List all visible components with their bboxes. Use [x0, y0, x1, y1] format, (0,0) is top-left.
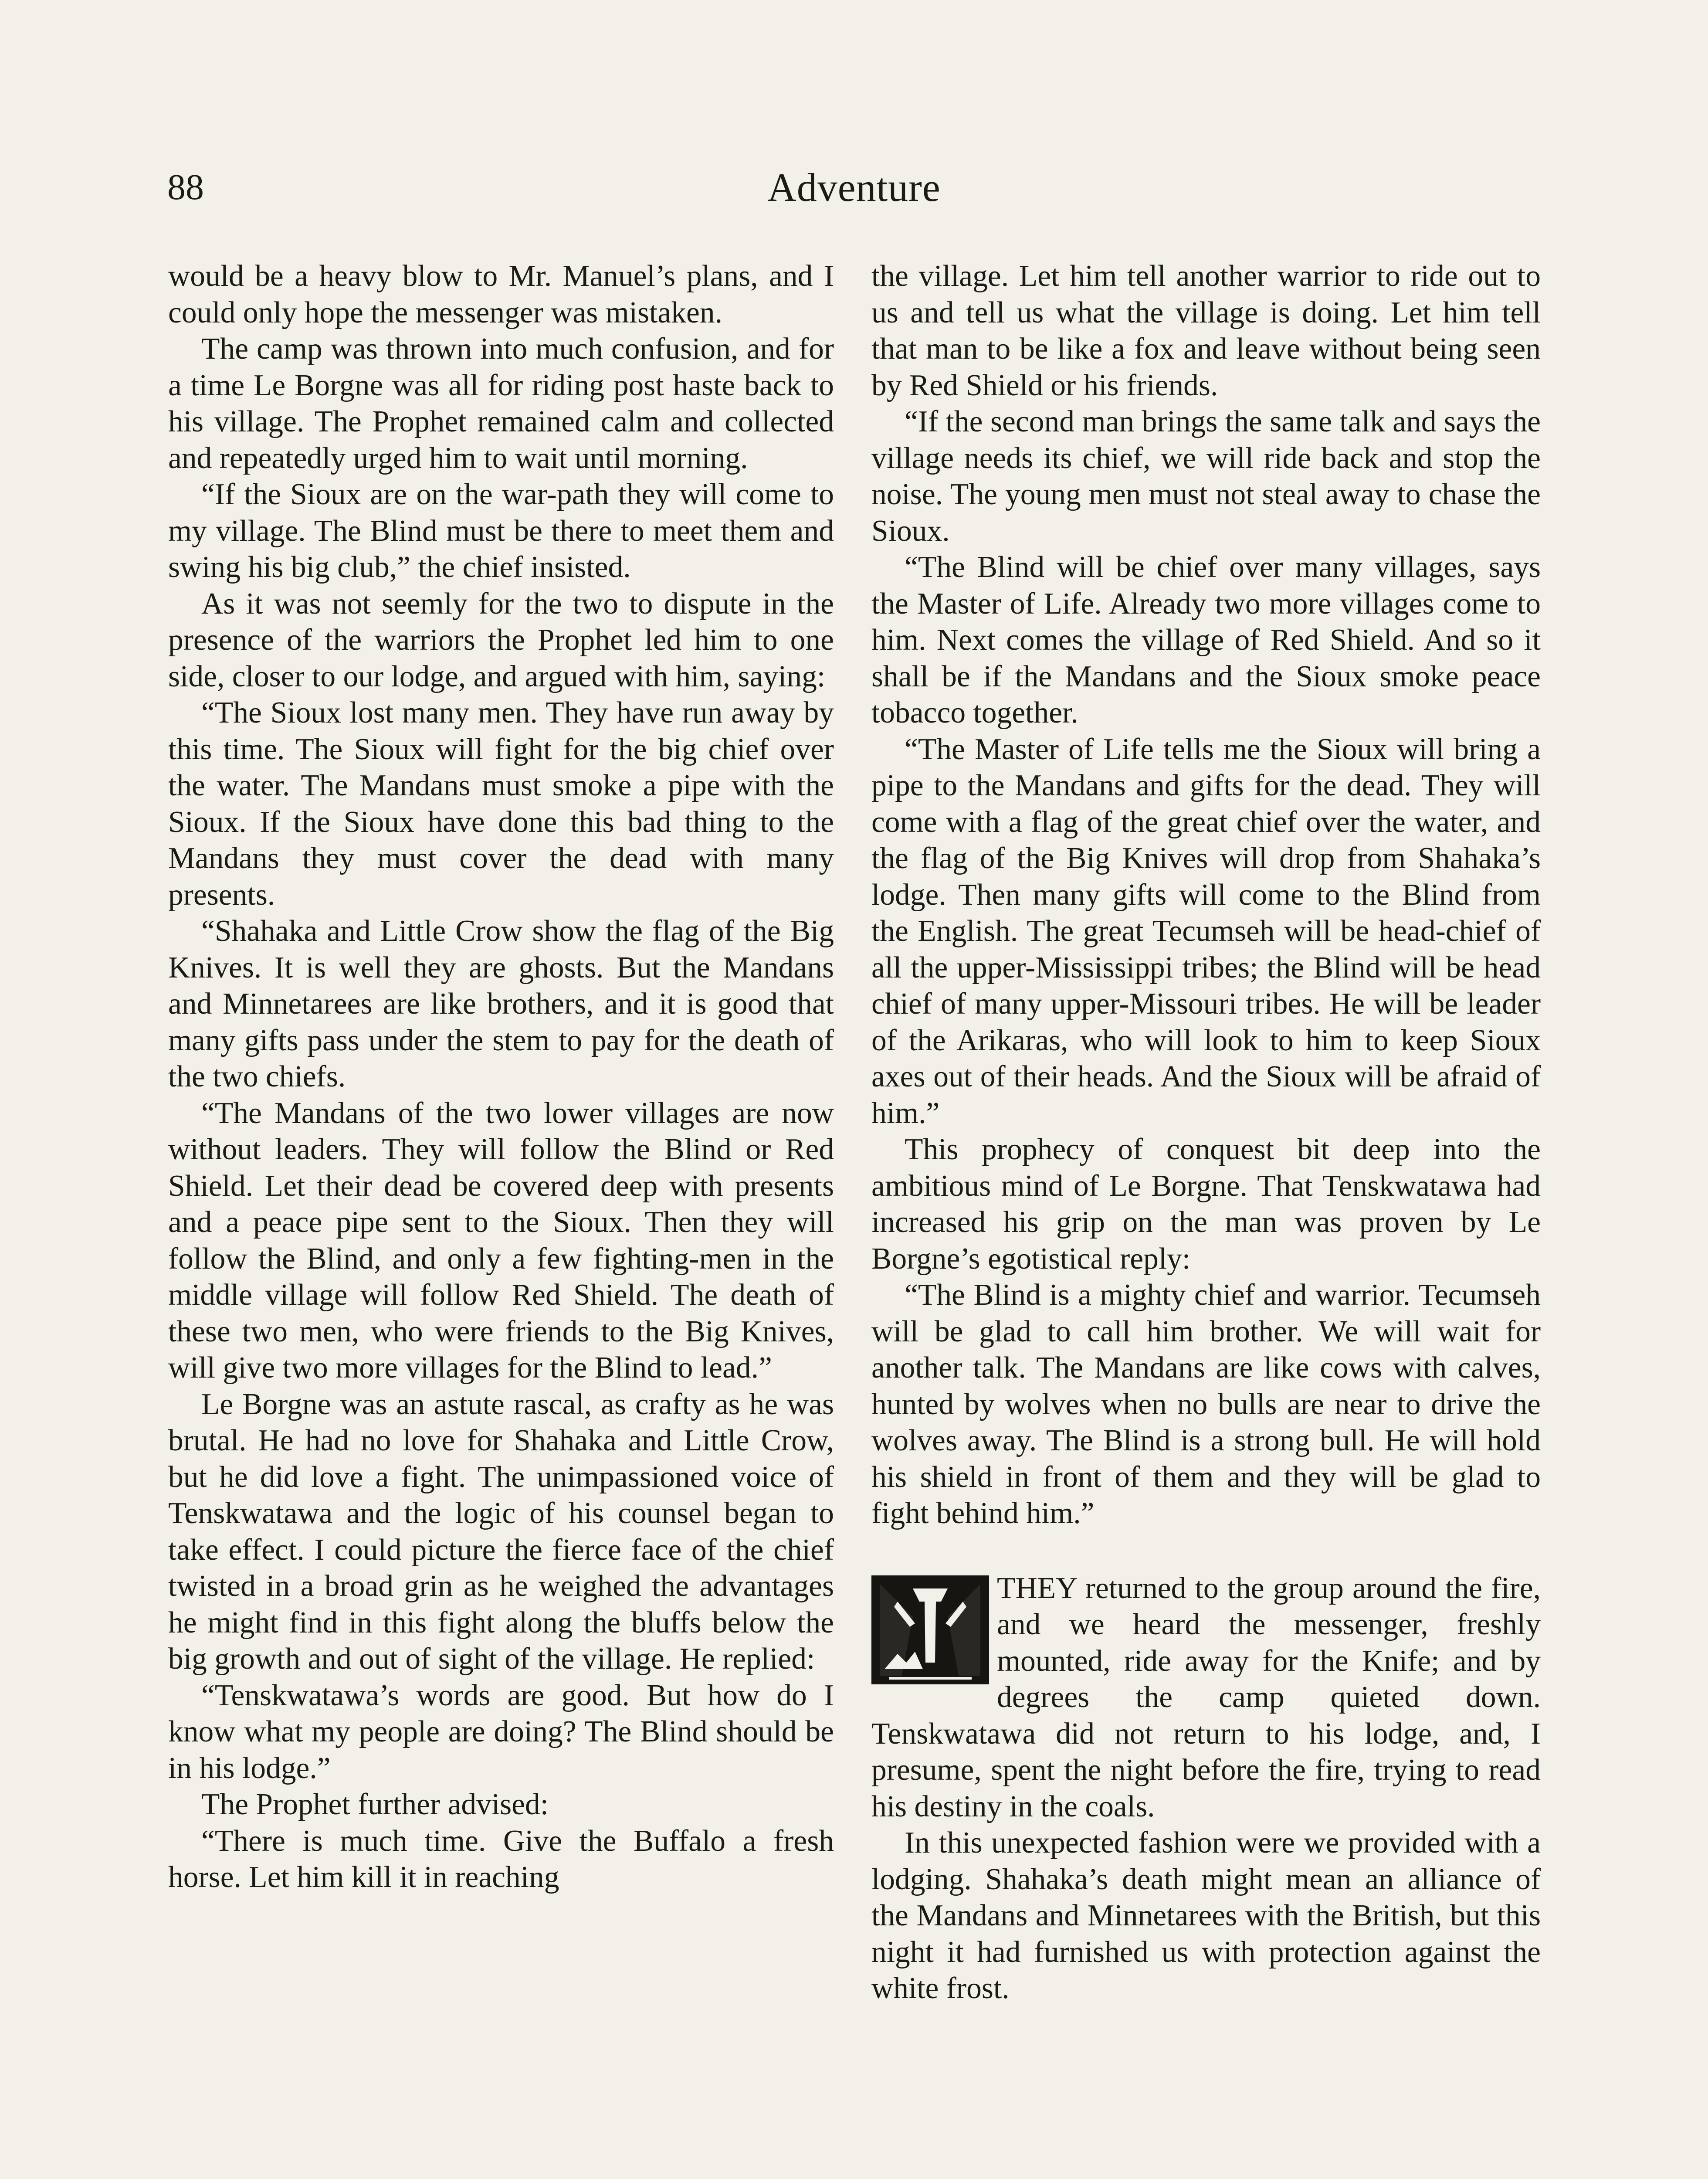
- paragraph: the village. Let him tell another warrior to ride out to us and tell us what the village is doing. Let him tell that man to be like a fox and leave without being seen by Red Shield or his friends.: [871, 259, 1541, 402]
- paragraph: “Shahaka and Little Crow show the flag of the Big Knives. It is well they are ghosts. But the Mandans and Minnetarees are like brothers, and it is good that many gifts pass under the stem to pay for the death of the two chiefs.: [168, 914, 834, 1093]
- paragraph: “The Sioux lost many men. They have run away by this time. The Sioux will fight for the big chief over the water. The Mandans must smoke a pipe with the Sioux. If the Sioux have done this bad thing to the Mandans they must cover the dead with many presents.: [168, 696, 834, 912]
- right-column: [871, 258, 1541, 2007]
- page-number: 88: [167, 167, 204, 207]
- section-break: [871, 1532, 1541, 1570]
- left-column: [168, 258, 834, 1896]
- paragraph: As it was not seemly for the two to dispute in the presence of the warriors the Prophet led him to one side, closer to our lodge, and argued with him, saying:: [168, 587, 834, 693]
- paragraph: “The Mandans of the two lower villages are now without leaders. They will follow the Blind or Red Shield. Let their dead be covered deep with presents and a peace pipe sent to the Sioux. Then they will follow the Blind, and only a few fighting-men in the middle village will follow Red Shield. The death of these two men, who were friends to the Big Knives, will give two more villages for the Blind to lead.”: [168, 1096, 834, 1385]
- paragraph: “The Blind will be chief over many villages, says the Master of Life. Already two more villages come to him. Next comes the village of Red Shield. And so it shall be if the Mandans and the Sioux smoke peace tobacco together.: [871, 550, 1541, 730]
- paragraph: “The Blind is a mighty chief and warrior. Tecumseh will be glad to call him brother. We will wait for another talk. The Mandans are like cows with calves, hunted by wolves when no bulls are near to drive the wolves away. The Blind is a strong bull. He will hold his shield in front of them and they will be glad to fight behind him.”: [871, 1278, 1541, 1530]
- paragraph: The Prophet further advised:: [201, 1788, 549, 1821]
- paragraph: “The Master of Life tells me the Sioux will bring a pipe to the Mandans and gifts for the dead. They will come with a flag of the great chief over the water, and the flag of the Big Knives will drop from Shahaka’s lodge. Then many gifts will come to the Blind from the English. The great Tecumseh will be head-chief of all the upper-Mississippi tribes; the Blind will be head chief of many upper-Missouri tribes. He will be leader of the Arikaras, who will look to him to keep Sioux axes out of their heads. And the Sioux will be afraid of him.”: [871, 732, 1541, 1130]
- section-opening-paragraph: [871, 1570, 1541, 1825]
- paragraph: In this unexpected fashion were we provided with a lodging. Shahaka’s death might mean an alliance of the Mandans and Minnetarees with the British, but this night it had furnished us with protection against the white frost.: [871, 1826, 1541, 2005]
- paragraph: This prophecy of conquest bit deep into the ambitious mind of Le Borgne. That Tenskwatawa had increased his grip on the man was proven by Le Borgne’s egotistical reply:: [871, 1133, 1541, 1276]
- paragraph: The camp was thrown into much confusion, and for a time Le Borgne was all for riding post haste back to his village. The Prophet remained calm and collected and repeatedly urged him to wait until morning.: [168, 332, 834, 475]
- paragraph: “There is much time. Give the Buffalo a fresh horse. Let him kill it in reaching: [168, 1824, 834, 1894]
- paragraph: would be a heavy blow to Mr. Manuel’s plans, and I could only hope the messenger was mistaken.: [168, 259, 834, 329]
- section-opening-text: THEY returned to the group around the fire, and we heard the messenger, freshly mounted, ride away for the Knife; and by degrees the camp quieted down. Tenskwatawa did not return to his lodge, and, I presume, spent the night before the fire, trying to read his destiny in the coals.: [871, 1571, 1541, 1823]
- paragraph: “Tenskwatawa’s words are good. But how do I know what my people are doing? The Blind should be in his lodge.”: [168, 1678, 834, 1785]
- paragraph: “If the second man brings the same talk and says the village needs its chief, we will ride back and stop the noise. The young men must not steal away to chase the Sioux.: [871, 405, 1541, 548]
- magazine-title: Adventure: [767, 165, 941, 210]
- paragraph: “If the Sioux are on the war-path they will come to my village. The Blind must be there to meet them and swing his big club,” the chief insisted.: [168, 478, 834, 584]
- drop-cap-illustration-icon: [871, 1575, 989, 1684]
- paragraph: Le Borgne was an astute rascal, as crafty as he was brutal. He had no love for Shahaka and Little Crow, but he did love a fight. The unimpassioned voice of Tenskwatawa and the logic of his counsel began to take effect. I could picture the fierce face of the chief twisted in a broad grin as he weighed the advantages he might find in this fight along the bluffs below the big growth and out of sight of the village. He replied:: [168, 1387, 834, 1676]
